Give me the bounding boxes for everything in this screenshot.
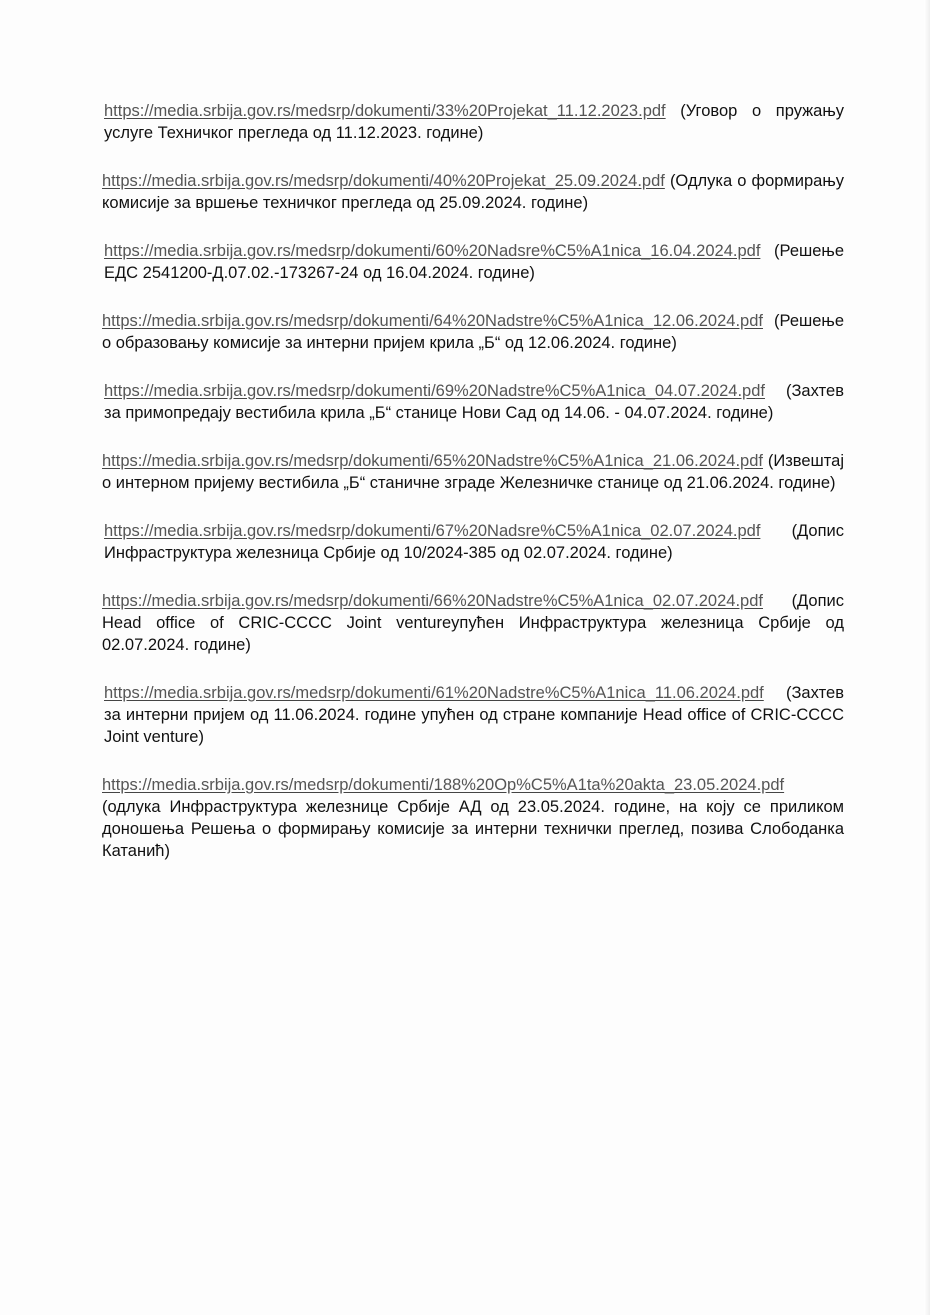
list-item: [102, 170, 844, 214]
document-link-list: [104, 100, 844, 888]
document-link[interactable]: https://media.srbija.gov.rs/medsrp/dokumenti/67%20Nadsre%C5%A1nica_02.07.2024.pdf: [104, 522, 761, 540]
list-item: [102, 310, 844, 354]
link-description: (Уговор о пружању услуге Техничког прегледа од 11.12.2023. године): [104, 102, 844, 142]
link-description: (Допис Инфраструктура железница Србије од 10/2024-385 од 02.07.2024. године): [104, 522, 844, 562]
document-link[interactable]: https://media.srbija.gov.rs/medsrp/dokumenti/60%20Nadsre%C5%A1nica_16.04.2024.pdf: [104, 242, 761, 260]
link-description: (Одлука о формирању комисије за вршење техничког прегледа од 25.09.2024. године): [102, 172, 844, 212]
document-link[interactable]: https://media.srbija.gov.rs/medsrp/dokumenti/65%20Nadstre%C5%A1nica_21.06.2024.pdf: [102, 452, 763, 470]
list-item: [104, 682, 844, 748]
list-item: [102, 450, 844, 494]
document-link[interactable]: https://media.srbija.gov.rs/medsrp/dokumenti/40%20Projekat_25.09.2024.pdf: [102, 172, 665, 190]
link-description: (Извештај о интерном пријему вестибила „Б“ станичне зграде Железничке станице од 21.06.2024. године): [102, 452, 844, 492]
document-link[interactable]: https://media.srbija.gov.rs/medsrp/dokumenti/61%20Nadstre%C5%A1nica_11.06.2024.pdf: [104, 684, 764, 702]
link-description: (Захтев за примопредају вестибила крила „Б“ станице Нови Сад од 14.06. - 04.07.2024. године): [104, 382, 844, 422]
list-item: [102, 590, 844, 656]
document-link[interactable]: https://media.srbija.gov.rs/medsrp/dokumenti/69%20Nadstre%C5%A1nica_04.07.2024.pdf: [104, 382, 765, 400]
link-description: (Решење ЕДС 2541200-Д.07.02.-173267-24 од 16.04.2024. године): [104, 242, 844, 282]
list-item: [104, 240, 844, 284]
document-link[interactable]: https://media.srbija.gov.rs/medsrp/dokumenti/33%20Projekat_11.12.2023.pdf: [104, 102, 666, 120]
link-description: (Решење о образовању комисије за интерни пријем крила „Б“ од 12.06.2024. године): [102, 312, 844, 352]
document-link[interactable]: https://media.srbija.gov.rs/medsrp/dokumenti/64%20Nadstre%C5%A1nica_12.06.2024.pdf: [102, 312, 763, 330]
document-link[interactable]: https://media.srbija.gov.rs/medsrp/dokumenti/66%20Nadstre%C5%A1nica_02.07.2024.pdf: [102, 592, 763, 610]
scan-edge: [924, 0, 930, 1315]
list-item: [104, 100, 844, 144]
list-item: [104, 380, 844, 424]
list-item: [102, 774, 844, 862]
list-item: [104, 520, 844, 564]
link-description: (Допис Head office of CRIC-CCCC Joint ventureупућен Инфраструктура железница Србије од 02.07.2024. године): [102, 592, 844, 654]
link-description: (одлука Инфраструктура железнице Србије АД од 23.05.2024. године, на коју се приликом доношења Решења о формирању комисије за интерни технички преглед, позива Слободанка Катанић): [102, 798, 844, 860]
document-link[interactable]: https://media.srbija.gov.rs/medsrp/dokumenti/188%20Op%C5%A1ta%20akta_23.05.2024.pdf: [102, 776, 785, 794]
link-description: (Захтев за интерни пријем од 11.06.2024. године упућен од стране компаније Head office of CRIC-CCCC Joint venture): [104, 684, 844, 746]
